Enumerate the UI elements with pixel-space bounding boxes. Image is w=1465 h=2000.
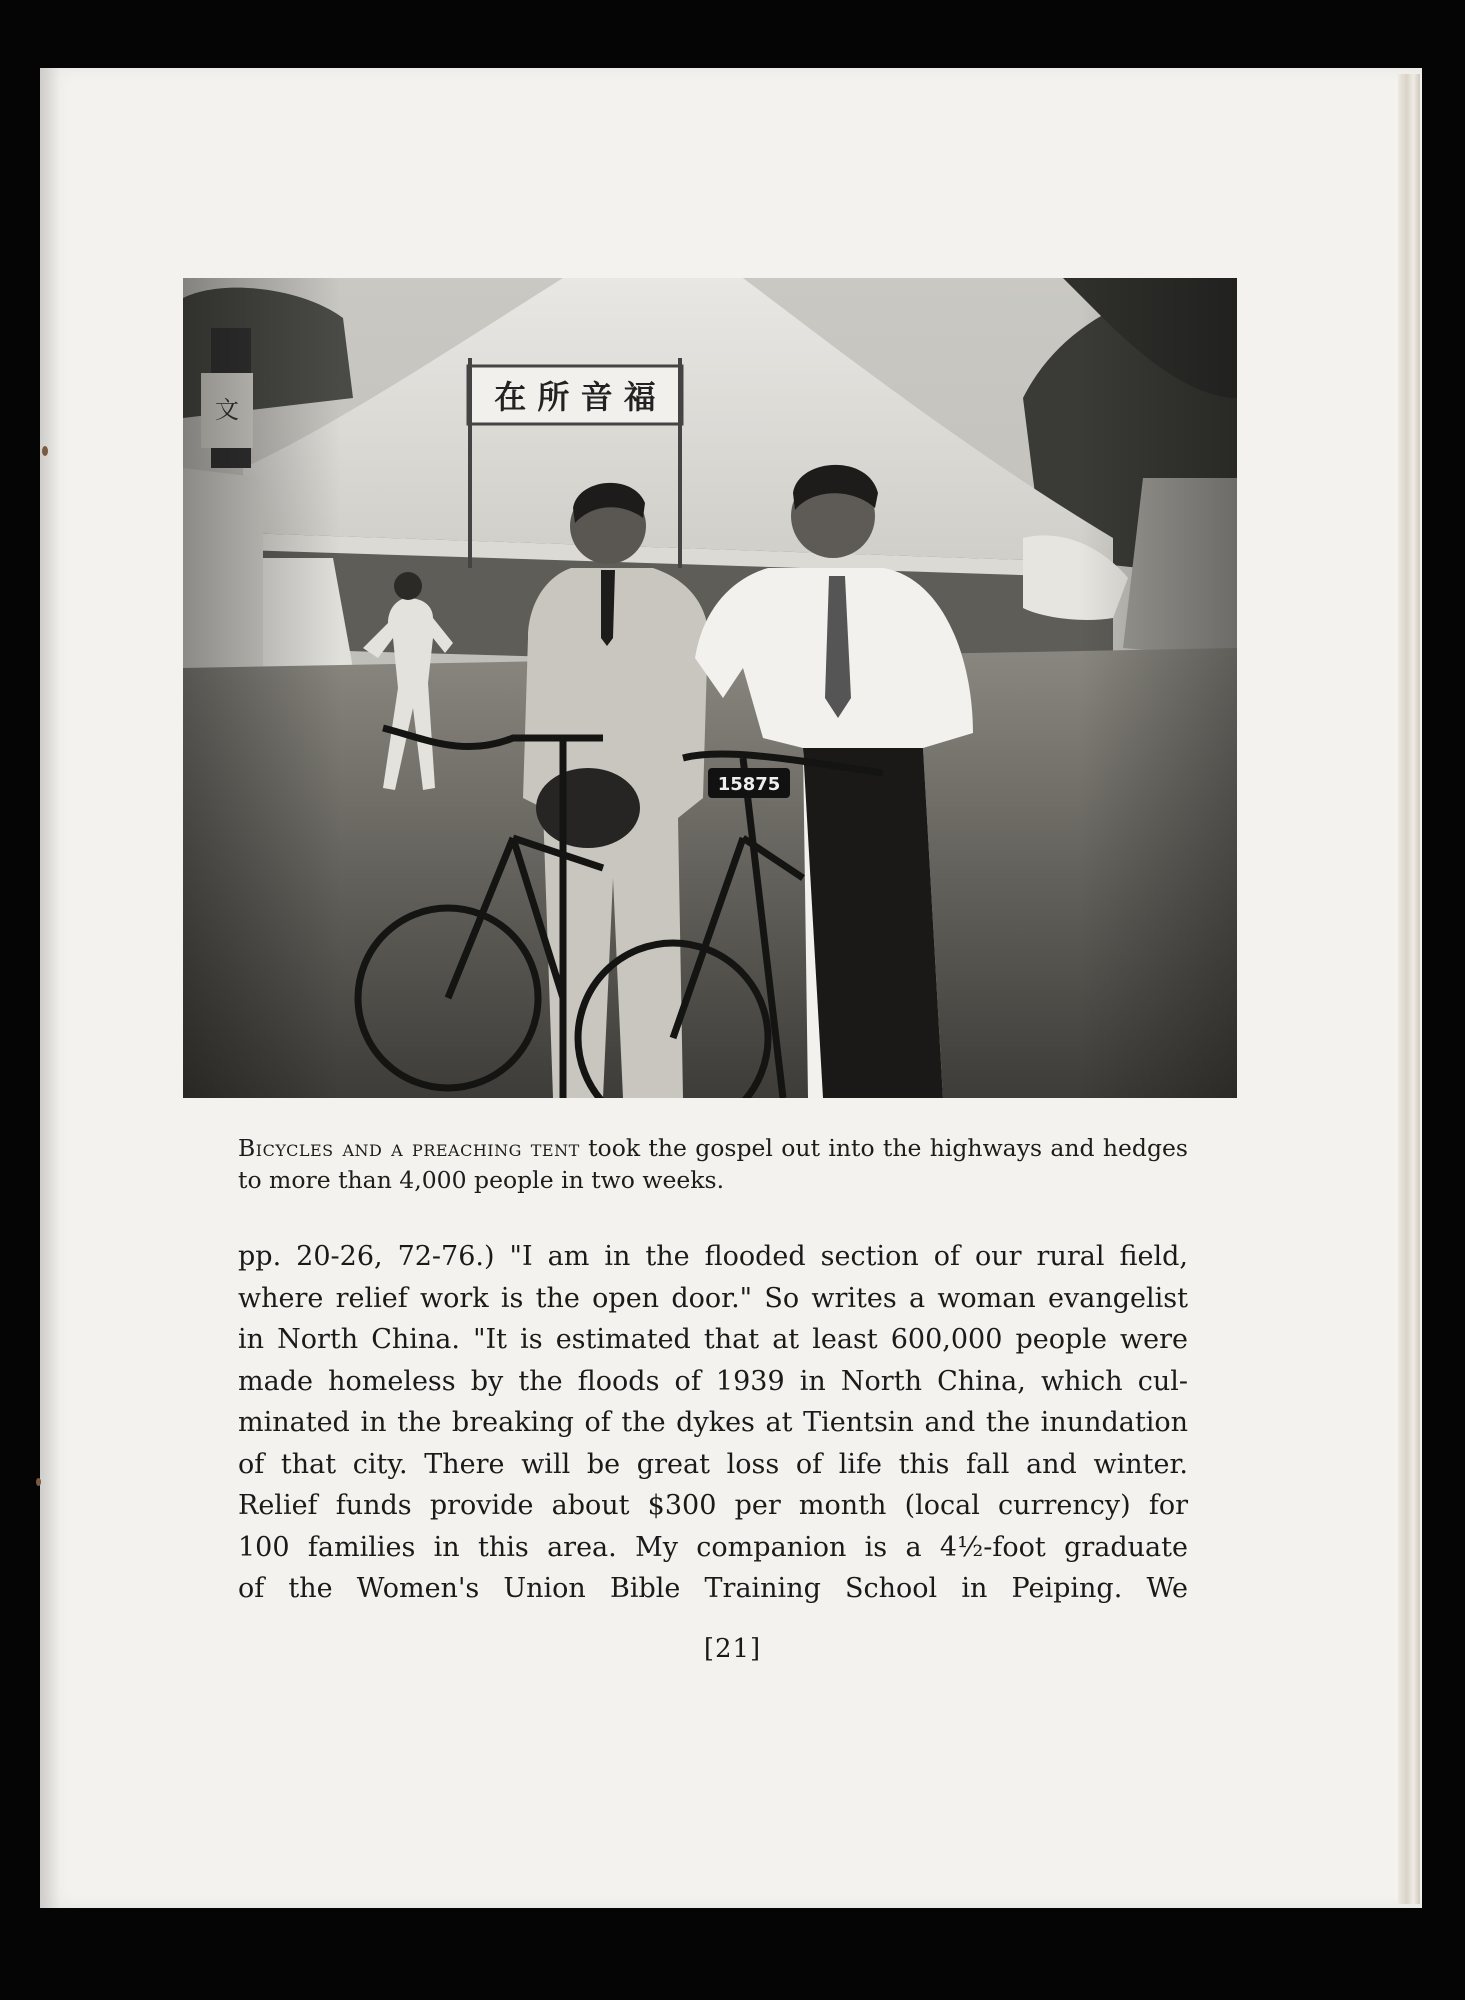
gutter-shadow: [40, 68, 60, 1908]
body-line: Relief funds provide about $300 per month (local currency) for: [238, 1490, 1188, 1521]
page-number: [21]: [703, 1634, 762, 1664]
photo-vignette: [183, 278, 1237, 1098]
photograph: [183, 278, 1237, 1098]
page-edge: [1398, 74, 1420, 1904]
body-line: where relief work is the open door." So writes a woman evangelist: [238, 1282, 1188, 1314]
body-line: of that city. There will be great loss of life this fall and winter.: [238, 1448, 1188, 1480]
photo-caption: [238, 1132, 1188, 1196]
paper-speck: [36, 1478, 41, 1486]
body-paragraph: [238, 1236, 1188, 1610]
paper-speck: [42, 446, 48, 456]
caption-text: took the gospel out into the highways and hedges to more than 4,000 people in two weeks.: [238, 1134, 1188, 1194]
body-line: pp. 20-26, 72-76.) "I am in the flooded section of our rural field,: [238, 1241, 1188, 1272]
body-line: made homeless by the floods of 1939 in North China, which cul-: [238, 1365, 1188, 1397]
body-line: 100 families in this area. My companion is a 4½-foot graduate: [238, 1531, 1188, 1563]
photo-illustration: [183, 278, 1237, 1098]
body-line: in North China. "It is estimated that at least 600,000 people were: [238, 1324, 1188, 1355]
body-line: minated in the breaking of the dykes at Tientsin and the inundation: [238, 1407, 1188, 1438]
body-line: of the Women's Union Bible Training School in Peiping. We: [238, 1573, 1188, 1604]
caption-lead-small-caps: Bicycles and a preaching tent: [238, 1134, 580, 1162]
